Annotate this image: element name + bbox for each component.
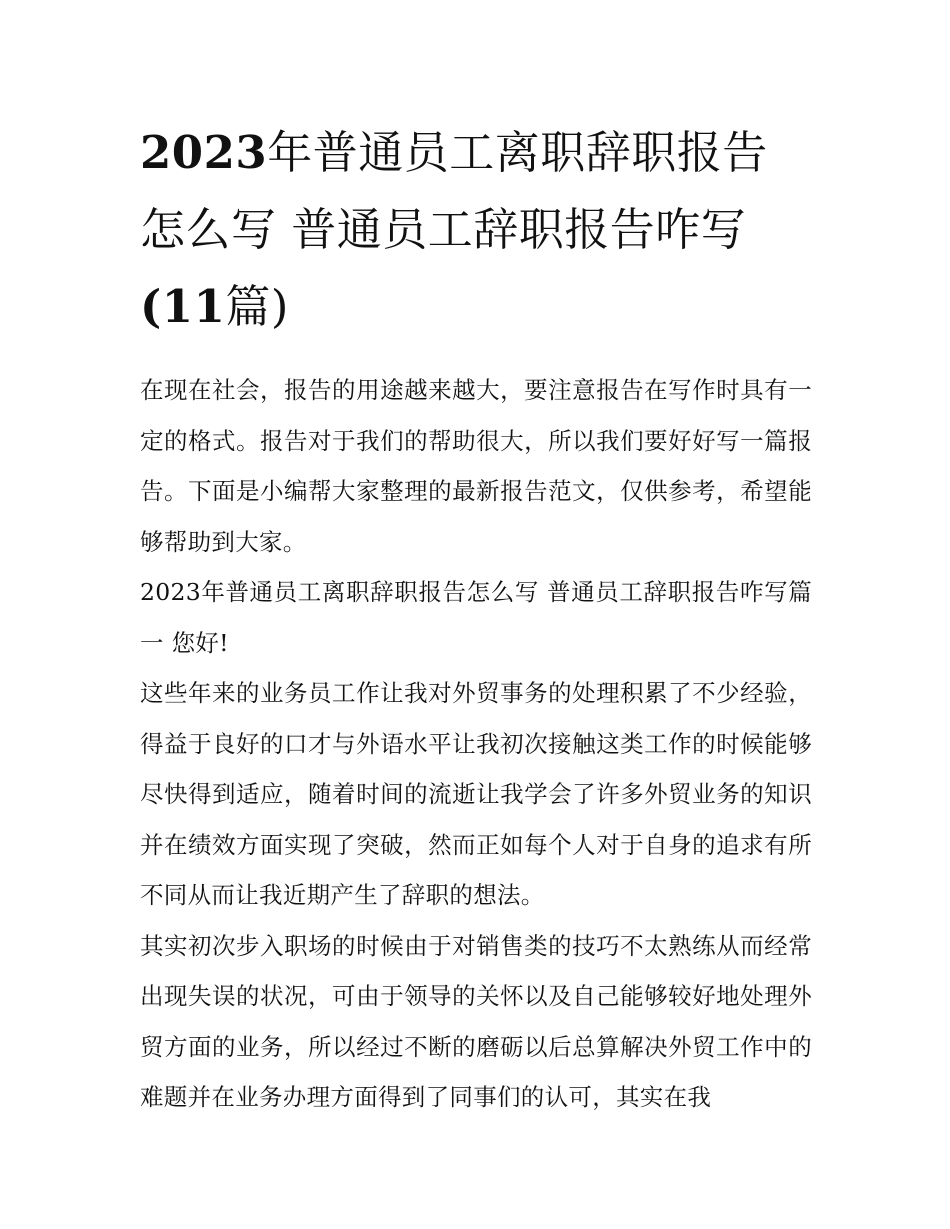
intro-paragraph: 在现在社会，报告的用途越来越大，要注意报告在写作时具有一定的格式。报告对于我们的帮助很大，所以我们要好好写一篇报告。下面是小编帮大家整理的最新报告范文，仅供参考，希望能够帮助到大家。 [140, 376, 812, 556]
body-paragraph-2: 其实初次步入职场的时候由于对销售类的技巧不太熟练从而经常出现失误的状况，可由于领导的关怀以及自己能够较好地处理外贸方面的业务，所以经过不断的磨砺以后总算解决外贸工作中的难题并在业务办理方面得到了同事们的认可，其实在我 [140, 931, 812, 1111]
title-line1-rest: 年普通员工离职辞职报告 [267, 126, 768, 179]
title-line2: 怎么写 普通员工辞职报告咋写 [140, 203, 747, 256]
section-heading-paragraph: 2023年普通员工离职辞职报告怎么写 普通员工辞职报告咋写篇一 您好! [140, 578, 812, 657]
title-year: 2023 [140, 126, 268, 179]
document-title [140, 114, 812, 345]
body-paragraph-1: 这些年来的业务员工作让我对外贸事务的处理积累了不少经验，得益于良好的口才与外语水平让我初次接触这类工作的时候能够尽快得到适应，随着时间的流逝让我学会了许多外贸业务的知识并在绩效方面实现了突破，然而正如每个人对于自身的追求有所不同从而让我近期产生了辞职的想法。 [140, 679, 812, 909]
title-count: (11 [140, 280, 226, 333]
title-line3-rest: 篇) [225, 280, 289, 333]
